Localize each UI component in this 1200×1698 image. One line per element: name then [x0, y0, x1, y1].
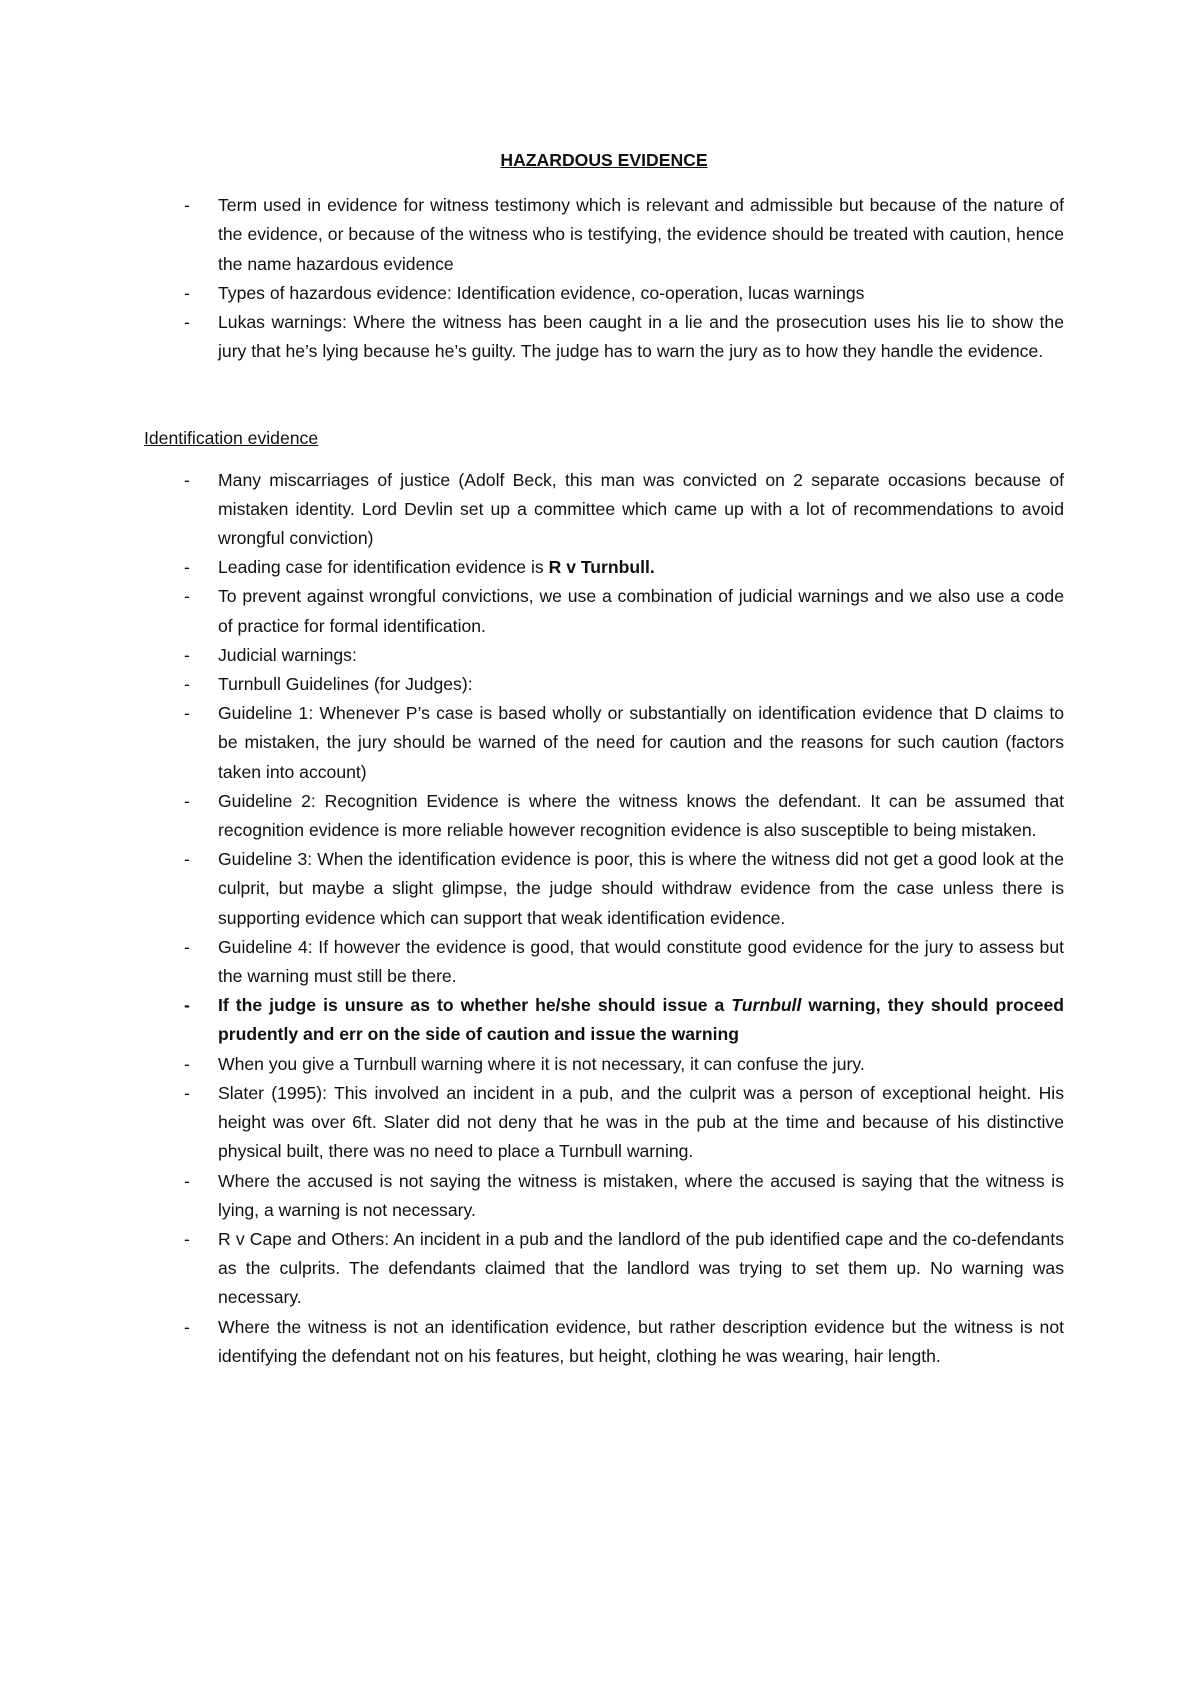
list-item: - Slater (1995): This involved an incident in a pub, and the culprit was a person of exceptional height. His height was over 6ft. Slater did not deny that he was in the pub at the time and because of his distinctive physical built, there was no need to place a Turnbull warning.: [144, 1079, 1064, 1167]
list-item: - R v Cape and Others: An incident in a pub and the landlord of the pub identified cape and the co-defendants as the culprits. The defendants claimed that the landlord was trying to set them up. No warning was necessary.: [144, 1225, 1064, 1313]
turnbull-italic: Turnbull: [731, 995, 802, 1016]
list-item: - Guideline 1: Whenever P’s case is based wholly or substantially on identification evidence that D claims to be mistaken, the jury should be warned of the need for caution and the reasons for such caution (factors taken into account): [144, 699, 1064, 787]
list-item: - When you give a Turnbull warning where it is not necessary, it can confuse the jury.: [144, 1050, 1064, 1079]
list-item-text: Leading case for identification evidence is: [218, 557, 549, 578]
list-item: - Lukas warnings: Where the witness has been caught in a lie and the prosecution uses his lie to show the jury that he’s lying because he’s guilty. The judge has to warn the jury as to how they handle the evidence.: [144, 308, 1064, 366]
list-item: [144, 553, 1064, 582]
list-item: - Types of hazardous evidence: Identification evidence, co-operation, lucas warnings: [144, 279, 1064, 308]
list-item: - Guideline 2: Recognition Evidence is where the witness knows the defendant. It can be assumed that recognition evidence is more reliable however recognition evidence is also susceptible to being mistaken.: [144, 787, 1064, 845]
list-item: - Guideline 3: When the identification evidence is poor, this is where the witness did not get a good look at the culprit, but maybe a slight glimpse, the judge should withdraw evidence from the case unless there is supporting evidence which can support that weak identification evidence.: [144, 845, 1064, 933]
list-item: - To prevent against wrongful convictions, we use a combination of judicial warnings and we also use a code of practice for formal identification.: [144, 582, 1064, 640]
list-item: - Where the accused is not saying the witness is mistaken, where the accused is saying that the witness is lying, a warning is not necessary.: [144, 1167, 1064, 1225]
list-item: - Guideline 4: If however the evidence is good, that would constitute good evidence for the jury to assess but the warning must still be there.: [144, 933, 1064, 991]
list-item-emphasis: [144, 991, 1064, 1049]
list-item-text: warning, they should proceed prudently and err on the side of caution and issue the warning: [218, 995, 1064, 1045]
list-item: - Many miscarriages of justice (Adolf Beck, this man was convicted on 2 separate occasions because of mistaken identity. Lord Devlin set up a committee which came up with a lot of recommendations to avoid wrongful conviction): [144, 466, 1064, 554]
list-item-text: If the judge is unsure as to whether he/she should issue a: [218, 995, 732, 1016]
section-heading: Identification evidence: [144, 428, 319, 449]
list-item: - Term used in evidence for witness testimony which is relevant and admissible but because of the nature of the evidence, or because of the witness who is testifying, the evidence should be treated with caution, hence the name hazardous evidence: [144, 191, 1064, 279]
list-item: - Judicial warnings:: [144, 641, 1064, 670]
case-name-turnbull: R v Turnbull.: [548, 557, 655, 578]
list-item: - Where the witness is not an identification evidence, but rather description evidence but the witness is not identifying the defendant not on his features, but height, clothing he was wearing, hair length.: [144, 1313, 1064, 1371]
list-item: - Turnbull Guidelines (for Judges):: [144, 670, 1064, 699]
identification-list: [144, 466, 1064, 1371]
page-title: HAZARDOUS EVIDENCE: [500, 150, 708, 170]
intro-list: [144, 191, 1064, 366]
document-body: [144, 146, 1064, 1371]
